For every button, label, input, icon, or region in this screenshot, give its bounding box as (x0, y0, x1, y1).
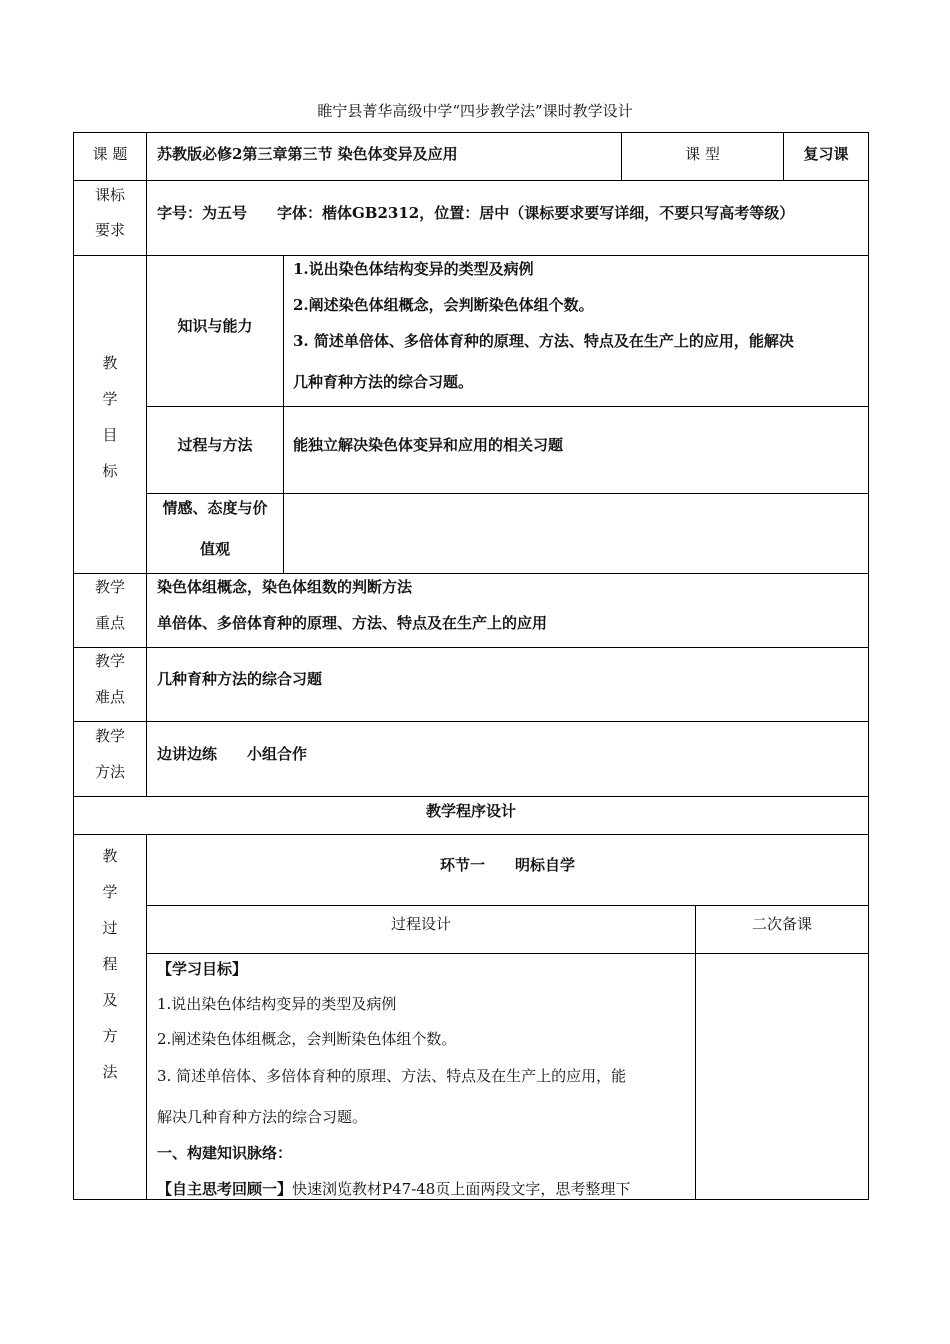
self-review-line (157, 1180, 630, 1198)
column-header-prep: 二次备课 (751, 915, 812, 933)
process-label-char: 法 (102, 1063, 118, 1081)
section-heading: 一、构建知识脉络： (157, 1144, 293, 1162)
objectives-label-char: 教 (102, 354, 118, 372)
knowledge-item: 1.说出染色体结构变异的类型及病例 (293, 260, 534, 278)
type-label: 课 型 (685, 145, 720, 163)
knowledge-label: 知识与能力 (177, 317, 253, 335)
standards-text: 字号：为五号 字体：楷体GB2312，位置：居中（课标要求要写详细，不要只写高考等级） (157, 204, 795, 222)
knowledge-item: 2.阐述染色体组概念，会判断染色体组个数。 (293, 296, 594, 314)
knowledge-item: 3. 简述单倍体、多倍体育种的原理、方法、特点及在生产上的应用，能解决 (293, 332, 794, 350)
objectives-label-char: 目 (102, 426, 118, 444)
standards-label-line1: 课标 (94, 186, 125, 204)
standards-label-line2: 要求 (94, 221, 125, 239)
topic-label: 课 题 (92, 145, 128, 163)
difficulties-text: 几种育种方法的综合习题 (157, 670, 323, 688)
stage-title: 环节一 明标自学 (439, 856, 575, 874)
process-method-label: 过程与方法 (177, 436, 253, 454)
emotion-label-line2: 值观 (199, 540, 230, 558)
page-title: 睢宁县菁华高级中学“四步教学法”课时教学设计 (317, 102, 633, 120)
process-label-char: 过 (102, 919, 118, 937)
process-label-char: 程 (102, 955, 118, 973)
goal-item: 1.说出染色体结构变异的类型及病例 (157, 995, 397, 1013)
type-value: 复习课 (803, 145, 849, 163)
key-points-label-line1: 教学 (94, 578, 125, 596)
goals-heading: 【学习目标】 (157, 960, 248, 978)
objectives-label-char: 学 (102, 390, 118, 408)
process-method-text: 能独立解决染色体变异和应用的相关习题 (293, 436, 564, 454)
methods-label-line2: 方法 (94, 763, 125, 781)
self-review-text: 快速浏览教材P47-48页上面两段文字，思考整理下 (292, 1180, 631, 1198)
methods-label-line1: 教学 (94, 727, 125, 745)
topic-value: 苏教版必修2第三章第三节 染色体变异及应用 (157, 145, 458, 163)
key-point-item: 染色体组概念，染色体组数的判断方法 (157, 578, 413, 596)
methods-text: 边讲边练 小组合作 (157, 745, 308, 763)
process-label (74, 838, 146, 1090)
key-points-label-line2: 重点 (94, 614, 125, 632)
difficulties-label-line2: 难点 (94, 688, 125, 706)
goal-item: 3. 简述单倍体、多倍体育种的原理、方法、特点及在生产上的应用，能 (157, 1067, 627, 1085)
process-label-char: 及 (102, 991, 118, 1009)
column-header-design: 过程设计 (390, 915, 451, 933)
process-label-char: 学 (102, 883, 118, 901)
process-label-char: 教 (102, 847, 118, 865)
goal-item: 2.阐述染色体组概念，会判断染色体组个数。 (157, 1030, 457, 1048)
objectives-label-char: 标 (102, 462, 118, 480)
process-label-char: 方 (102, 1027, 118, 1045)
difficulties-label-line1: 教学 (94, 652, 125, 670)
objectives-label (74, 345, 146, 489)
knowledge-item: 几种育种方法的综合习题。 (293, 373, 474, 391)
key-point-item: 单倍体、多倍体育种的原理、方法、特点及在生产上的应用 (157, 614, 548, 632)
self-review-heading: 【自主思考回顾一】 (157, 1180, 293, 1198)
program-title: 教学程序设计 (425, 802, 516, 820)
emotion-label-line1: 情感、态度与价 (162, 499, 268, 517)
goal-item: 解决几种育种方法的综合习题。 (157, 1108, 368, 1126)
